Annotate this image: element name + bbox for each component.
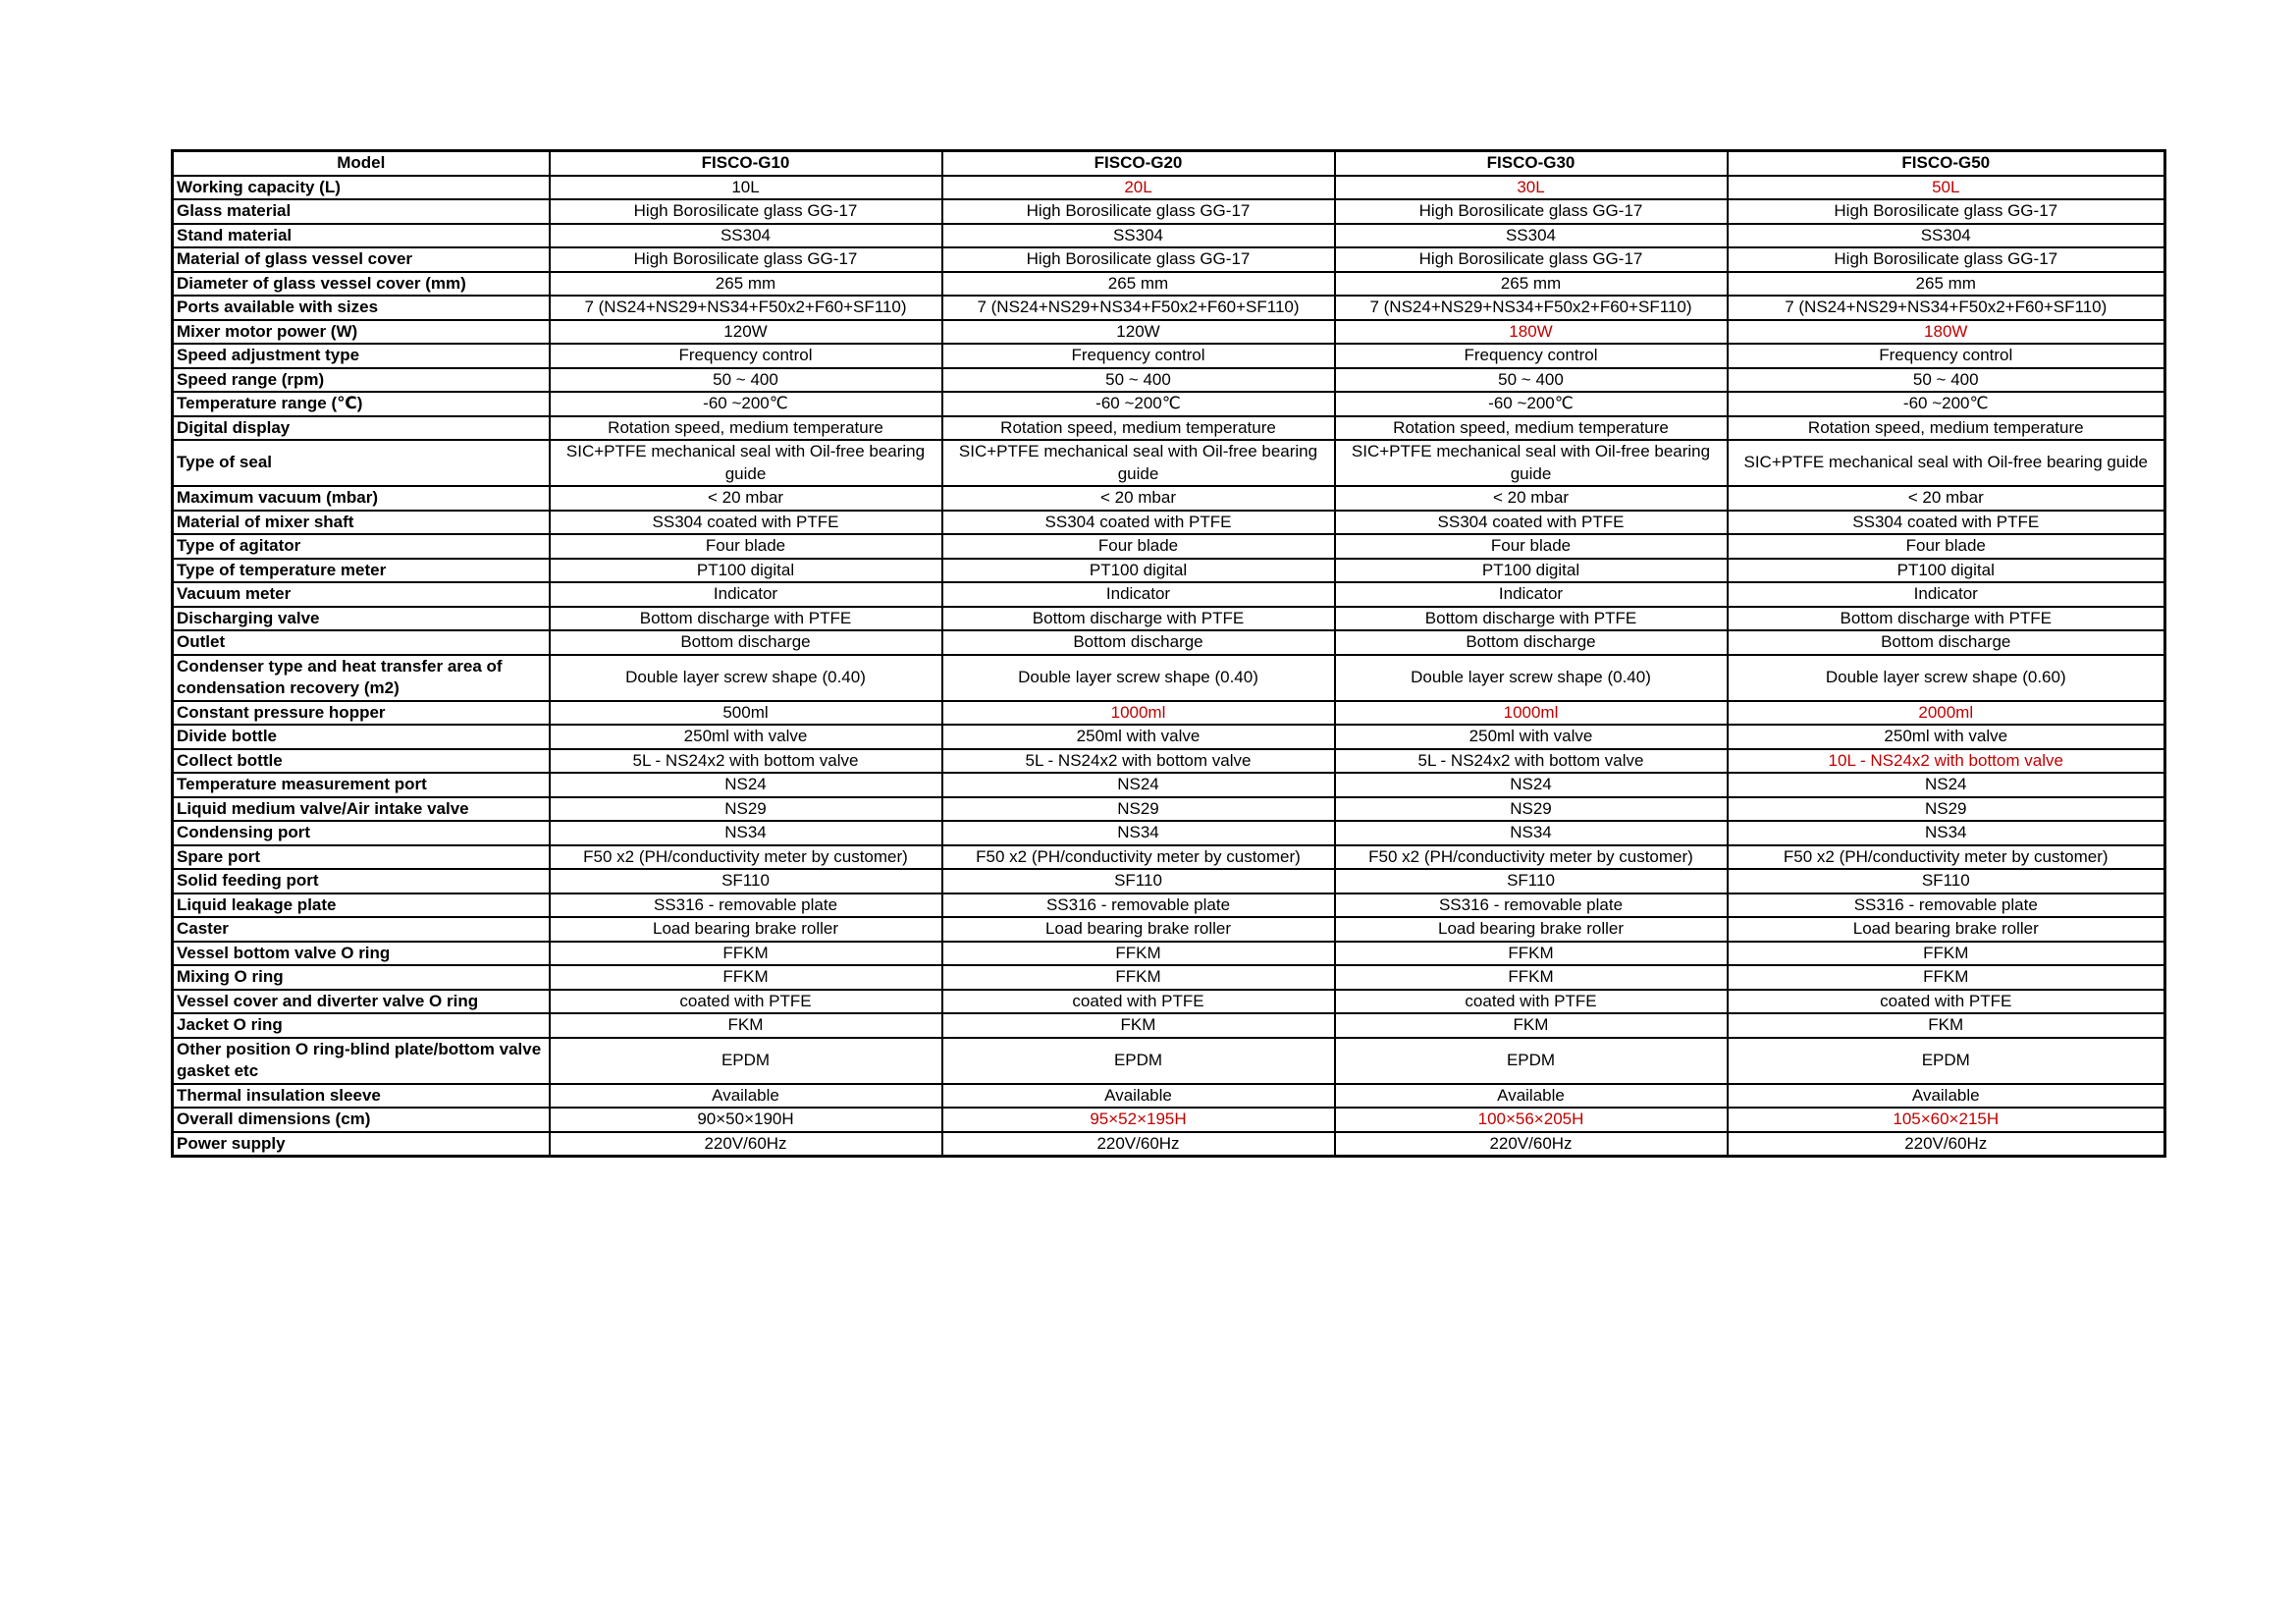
cell-fisco-g30: coated with PTFE: [1335, 990, 1728, 1014]
table-row: [173, 869, 2165, 893]
cell-fisco-g30: EPDM: [1335, 1038, 1728, 1084]
cell-fisco-g10: SS304: [550, 224, 942, 248]
cell-fisco-g20: 20L: [942, 176, 1335, 200]
cell-fisco-g30: Rotation speed, medium temperature: [1335, 416, 1728, 441]
row-label: Maximum vacuum (mbar): [173, 486, 550, 511]
cell-fisco-g10: Load bearing brake roller: [550, 917, 942, 942]
table-row: [173, 655, 2165, 701]
table-row: [173, 1084, 2165, 1109]
cell-fisco-g30: 250ml with valve: [1335, 725, 1728, 749]
row-label: Caster: [173, 917, 550, 942]
cell-fisco-g20: Indicator: [942, 582, 1335, 607]
table-row: [173, 749, 2165, 774]
cell-fisco-g20: NS29: [942, 797, 1335, 822]
table-row: [173, 320, 2165, 345]
cell-fisco-g10: Bottom discharge: [550, 630, 942, 655]
table-row: [173, 1013, 2165, 1038]
cell-fisco-g50: EPDM: [1728, 1038, 2165, 1084]
row-label: Liquid medium valve/Air intake valve: [173, 797, 550, 822]
cell-fisco-g30: < 20 mbar: [1335, 486, 1728, 511]
table-row: [173, 534, 2165, 559]
cell-fisco-g20: 250ml with valve: [942, 725, 1335, 749]
cell-fisco-g10: 10L: [550, 176, 942, 200]
cell-fisco-g10: Double layer screw shape (0.40): [550, 655, 942, 701]
table-row: [173, 990, 2165, 1014]
cell-fisco-g30: 100×56×205H: [1335, 1108, 1728, 1132]
cell-fisco-g20: EPDM: [942, 1038, 1335, 1084]
cell-fisco-g20: < 20 mbar: [942, 486, 1335, 511]
row-label: Liquid leakage plate: [173, 893, 550, 918]
row-label: Power supply: [173, 1132, 550, 1157]
cell-fisco-g50: Four blade: [1728, 534, 2165, 559]
cell-fisco-g30: SS304: [1335, 224, 1728, 248]
row-label: Material of mixer shaft: [173, 511, 550, 535]
cell-fisco-g20: 220V/60Hz: [942, 1132, 1335, 1157]
cell-fisco-g30: 1000ml: [1335, 701, 1728, 726]
spec-body: [173, 176, 2165, 1157]
cell-fisco-g50: F50 x2 (PH/conductivity meter by customer): [1728, 845, 2165, 870]
cell-fisco-g10: SIC+PTFE mechanical seal with Oil-free bearing guide: [550, 440, 942, 486]
cell-fisco-g20: Available: [942, 1084, 1335, 1109]
cell-fisco-g50: Double layer screw shape (0.60): [1728, 655, 2165, 701]
cell-fisco-g10: Frequency control: [550, 344, 942, 368]
row-label: Solid feeding port: [173, 869, 550, 893]
row-label: Speed adjustment type: [173, 344, 550, 368]
table-row: [173, 725, 2165, 749]
table-row: [173, 821, 2165, 845]
cell-fisco-g20: NS34: [942, 821, 1335, 845]
cell-fisco-g10: 90×50×190H: [550, 1108, 942, 1132]
cell-fisco-g10: EPDM: [550, 1038, 942, 1084]
cell-fisco-g20: FFKM: [942, 965, 1335, 990]
table-row: [173, 797, 2165, 822]
cell-fisco-g50: NS29: [1728, 797, 2165, 822]
cell-fisco-g10: Bottom discharge with PTFE: [550, 607, 942, 631]
cell-fisco-g10: Available: [550, 1084, 942, 1109]
table-row: [173, 701, 2165, 726]
table-row: [173, 845, 2165, 870]
table-row: [173, 368, 2165, 393]
row-label: Temperature range (℃): [173, 392, 550, 416]
table-row: [173, 199, 2165, 224]
row-label: Collect bottle: [173, 749, 550, 774]
cell-fisco-g20: 50 ~ 400: [942, 368, 1335, 393]
cell-fisco-g10: coated with PTFE: [550, 990, 942, 1014]
row-label: Temperature measurement port: [173, 773, 550, 797]
cell-fisco-g20: Bottom discharge: [942, 630, 1335, 655]
table-row: [173, 1132, 2165, 1157]
cell-fisco-g30: 180W: [1335, 320, 1728, 345]
table-row: [173, 607, 2165, 631]
cell-fisco-g30: 5L - NS24x2 with bottom valve: [1335, 749, 1728, 774]
cell-fisco-g30: FFKM: [1335, 942, 1728, 966]
cell-fisco-g50: 10L - NS24x2 with bottom valve: [1728, 749, 2165, 774]
cell-fisco-g50: Rotation speed, medium temperature: [1728, 416, 2165, 441]
cell-fisco-g30: Load bearing brake roller: [1335, 917, 1728, 942]
cell-fisco-g50: 7 (NS24+NS29+NS34+F50x2+F60+SF110): [1728, 296, 2165, 320]
row-label: Vacuum meter: [173, 582, 550, 607]
cell-fisco-g30: Bottom discharge: [1335, 630, 1728, 655]
cell-fisco-g30: High Borosilicate glass GG-17: [1335, 247, 1728, 272]
cell-fisco-g20: 265 mm: [942, 272, 1335, 297]
cell-fisco-g30: Bottom discharge with PTFE: [1335, 607, 1728, 631]
cell-fisco-g10: High Borosilicate glass GG-17: [550, 247, 942, 272]
cell-fisco-g10: 5L - NS24x2 with bottom valve: [550, 749, 942, 774]
cell-fisco-g30: Indicator: [1335, 582, 1728, 607]
row-label: Mixing O ring: [173, 965, 550, 990]
table-row: [173, 942, 2165, 966]
table-row: [173, 917, 2165, 942]
cell-fisco-g20: coated with PTFE: [942, 990, 1335, 1014]
row-label: Stand material: [173, 224, 550, 248]
cell-fisco-g30: F50 x2 (PH/conductivity meter by customer): [1335, 845, 1728, 870]
cell-fisco-g20: SS304: [942, 224, 1335, 248]
cell-fisco-g50: 105×60×215H: [1728, 1108, 2165, 1132]
cell-fisco-g10: FFKM: [550, 965, 942, 990]
cell-fisco-g30: Frequency control: [1335, 344, 1728, 368]
cell-fisco-g30: 7 (NS24+NS29+NS34+F50x2+F60+SF110): [1335, 296, 1728, 320]
cell-fisco-g10: Rotation speed, medium temperature: [550, 416, 942, 441]
cell-fisco-g50: 265 mm: [1728, 272, 2165, 297]
table-row: [173, 247, 2165, 272]
cell-fisco-g50: < 20 mbar: [1728, 486, 2165, 511]
cell-fisco-g20: High Borosilicate glass GG-17: [942, 247, 1335, 272]
cell-fisco-g10: High Borosilicate glass GG-17: [550, 199, 942, 224]
cell-fisco-g20: Double layer screw shape (0.40): [942, 655, 1335, 701]
cell-fisco-g20: Bottom discharge with PTFE: [942, 607, 1335, 631]
row-label: Outlet: [173, 630, 550, 655]
cell-fisco-g20: Frequency control: [942, 344, 1335, 368]
header-fisco-g30: FISCO-G30: [1335, 151, 1728, 176]
cell-fisco-g10: F50 x2 (PH/conductivity meter by customer): [550, 845, 942, 870]
cell-fisco-g20: FFKM: [942, 942, 1335, 966]
cell-fisco-g20: High Borosilicate glass GG-17: [942, 199, 1335, 224]
table-row: [173, 392, 2165, 416]
row-label: Vessel cover and diverter valve O ring: [173, 990, 550, 1014]
row-label: Diameter of glass vessel cover (mm): [173, 272, 550, 297]
cell-fisco-g50: SS304 coated with PTFE: [1728, 511, 2165, 535]
cell-fisco-g50: coated with PTFE: [1728, 990, 2165, 1014]
row-label: Divide bottle: [173, 725, 550, 749]
cell-fisco-g50: PT100 digital: [1728, 559, 2165, 583]
table-row: [173, 440, 2165, 486]
cell-fisco-g10: NS24: [550, 773, 942, 797]
cell-fisco-g50: FKM: [1728, 1013, 2165, 1038]
table-row: [173, 296, 2165, 320]
cell-fisco-g50: NS34: [1728, 821, 2165, 845]
cell-fisco-g50: 50L: [1728, 176, 2165, 200]
cell-fisco-g20: SF110: [942, 869, 1335, 893]
cell-fisco-g30: FFKM: [1335, 965, 1728, 990]
row-label: Spare port: [173, 845, 550, 870]
cell-fisco-g20: 95×52×195H: [942, 1108, 1335, 1132]
cell-fisco-g10: 120W: [550, 320, 942, 345]
cell-fisco-g30: SIC+PTFE mechanical seal with Oil-free bearing guide: [1335, 440, 1728, 486]
cell-fisco-g30: 50 ~ 400: [1335, 368, 1728, 393]
row-label: Jacket O ring: [173, 1013, 550, 1038]
cell-fisco-g10: SS304 coated with PTFE: [550, 511, 942, 535]
table-row: [173, 511, 2165, 535]
row-label: Mixer motor power (W): [173, 320, 550, 345]
cell-fisco-g50: FFKM: [1728, 965, 2165, 990]
header-fisco-g50: FISCO-G50: [1728, 151, 2165, 176]
cell-fisco-g50: High Borosilicate glass GG-17: [1728, 247, 2165, 272]
cell-fisco-g50: Bottom discharge: [1728, 630, 2165, 655]
cell-fisco-g30: SS316 - removable plate: [1335, 893, 1728, 918]
cell-fisco-g10: Indicator: [550, 582, 942, 607]
cell-fisco-g10: 50 ~ 400: [550, 368, 942, 393]
table-row: [173, 773, 2165, 797]
cell-fisco-g10: 265 mm: [550, 272, 942, 297]
cell-fisco-g50: Indicator: [1728, 582, 2165, 607]
cell-fisco-g50: 180W: [1728, 320, 2165, 345]
cell-fisco-g50: 220V/60Hz: [1728, 1132, 2165, 1157]
row-label: Working capacity (L): [173, 176, 550, 200]
row-label: Digital display: [173, 416, 550, 441]
cell-fisco-g20: 120W: [942, 320, 1335, 345]
cell-fisco-g10: -60 ~200℃: [550, 392, 942, 416]
cell-fisco-g30: NS24: [1335, 773, 1728, 797]
cell-fisco-g20: SS316 - removable plate: [942, 893, 1335, 918]
cell-fisco-g50: SS316 - removable plate: [1728, 893, 2165, 918]
cell-fisco-g20: PT100 digital: [942, 559, 1335, 583]
table-row: [173, 344, 2165, 368]
row-label: Type of seal: [173, 440, 550, 486]
table-row: [173, 1108, 2165, 1132]
cell-fisco-g10: PT100 digital: [550, 559, 942, 583]
table-row: [173, 224, 2165, 248]
cell-fisco-g20: F50 x2 (PH/conductivity meter by customer): [942, 845, 1335, 870]
table-row: [173, 559, 2165, 583]
header-row: [173, 151, 2165, 176]
cell-fisco-g20: SIC+PTFE mechanical seal with Oil-free bearing guide: [942, 440, 1335, 486]
header-fisco-g10: FISCO-G10: [550, 151, 942, 176]
cell-fisco-g30: Available: [1335, 1084, 1728, 1109]
cell-fisco-g10: SF110: [550, 869, 942, 893]
table-row: [173, 1038, 2165, 1084]
row-label: Glass material: [173, 199, 550, 224]
spec-table: [171, 149, 2166, 1158]
cell-fisco-g10: NS29: [550, 797, 942, 822]
cell-fisco-g20: NS24: [942, 773, 1335, 797]
cell-fisco-g20: Four blade: [942, 534, 1335, 559]
cell-fisco-g50: -60 ~200℃: [1728, 392, 2165, 416]
cell-fisco-g50: 250ml with valve: [1728, 725, 2165, 749]
cell-fisco-g30: PT100 digital: [1335, 559, 1728, 583]
cell-fisco-g20: 1000ml: [942, 701, 1335, 726]
row-label: Material of glass vessel cover: [173, 247, 550, 272]
cell-fisco-g50: 2000ml: [1728, 701, 2165, 726]
row-label: Constant pressure hopper: [173, 701, 550, 726]
cell-fisco-g10: NS34: [550, 821, 942, 845]
table-row: [173, 416, 2165, 441]
cell-fisco-g10: 250ml with valve: [550, 725, 942, 749]
cell-fisco-g30: 30L: [1335, 176, 1728, 200]
cell-fisco-g50: Bottom discharge with PTFE: [1728, 607, 2165, 631]
cell-fisco-g10: Four blade: [550, 534, 942, 559]
table-row: [173, 486, 2165, 511]
row-label: Condensing port: [173, 821, 550, 845]
cell-fisco-g50: Load bearing brake roller: [1728, 917, 2165, 942]
row-label: Overall dimensions (cm): [173, 1108, 550, 1132]
cell-fisco-g50: NS24: [1728, 773, 2165, 797]
cell-fisco-g30: 265 mm: [1335, 272, 1728, 297]
cell-fisco-g10: < 20 mbar: [550, 486, 942, 511]
cell-fisco-g20: 7 (NS24+NS29+NS34+F50x2+F60+SF110): [942, 296, 1335, 320]
cell-fisco-g20: SS304 coated with PTFE: [942, 511, 1335, 535]
cell-fisco-g10: SS316 - removable plate: [550, 893, 942, 918]
row-label: Thermal insulation sleeve: [173, 1084, 550, 1109]
cell-fisco-g50: SIC+PTFE mechanical seal with Oil-free bearing guide: [1728, 440, 2165, 486]
cell-fisco-g30: FKM: [1335, 1013, 1728, 1038]
row-label: Discharging valve: [173, 607, 550, 631]
cell-fisco-g30: 220V/60Hz: [1335, 1132, 1728, 1157]
header-model: Model: [173, 151, 550, 176]
cell-fisco-g30: NS34: [1335, 821, 1728, 845]
row-label: Speed range (rpm): [173, 368, 550, 393]
cell-fisco-g50: Available: [1728, 1084, 2165, 1109]
cell-fisco-g30: NS29: [1335, 797, 1728, 822]
cell-fisco-g30: Four blade: [1335, 534, 1728, 559]
cell-fisco-g20: Load bearing brake roller: [942, 917, 1335, 942]
cell-fisco-g50: Frequency control: [1728, 344, 2165, 368]
row-label: Type of agitator: [173, 534, 550, 559]
row-label: Condenser type and heat transfer area of condensation recovery (m2): [173, 655, 550, 701]
table-row: [173, 272, 2165, 297]
cell-fisco-g50: High Borosilicate glass GG-17: [1728, 199, 2165, 224]
cell-fisco-g10: 7 (NS24+NS29+NS34+F50x2+F60+SF110): [550, 296, 942, 320]
row-label: Type of temperature meter: [173, 559, 550, 583]
table-row: [173, 582, 2165, 607]
row-label: Ports available with sizes: [173, 296, 550, 320]
table-row: [173, 630, 2165, 655]
table-row: [173, 965, 2165, 990]
cell-fisco-g50: SF110: [1728, 869, 2165, 893]
cell-fisco-g10: 500ml: [550, 701, 942, 726]
cell-fisco-g30: -60 ~200℃: [1335, 392, 1728, 416]
header-fisco-g20: FISCO-G20: [942, 151, 1335, 176]
cell-fisco-g30: SF110: [1335, 869, 1728, 893]
row-label: Other position O ring-blind plate/bottom valve gasket etc: [173, 1038, 550, 1084]
row-label: Vessel bottom valve O ring: [173, 942, 550, 966]
cell-fisco-g20: 5L - NS24x2 with bottom valve: [942, 749, 1335, 774]
cell-fisco-g30: High Borosilicate glass GG-17: [1335, 199, 1728, 224]
cell-fisco-g50: FFKM: [1728, 942, 2165, 966]
table-row: [173, 176, 2165, 200]
cell-fisco-g20: -60 ~200℃: [942, 392, 1335, 416]
cell-fisco-g30: SS304 coated with PTFE: [1335, 511, 1728, 535]
cell-fisco-g30: Double layer screw shape (0.40): [1335, 655, 1728, 701]
cell-fisco-g50: SS304: [1728, 224, 2165, 248]
cell-fisco-g20: FKM: [942, 1013, 1335, 1038]
cell-fisco-g50: 50 ~ 400: [1728, 368, 2165, 393]
cell-fisco-g10: 220V/60Hz: [550, 1132, 942, 1157]
cell-fisco-g10: FFKM: [550, 942, 942, 966]
cell-fisco-g10: FKM: [550, 1013, 942, 1038]
table-row: [173, 893, 2165, 918]
cell-fisco-g20: Rotation speed, medium temperature: [942, 416, 1335, 441]
